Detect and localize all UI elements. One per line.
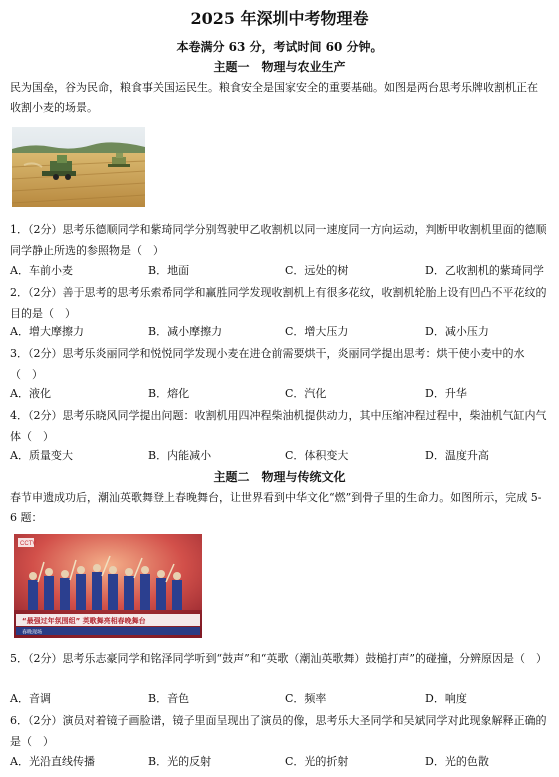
q3-option-c[interactable]: C．汽化 <box>285 387 327 400</box>
question-6-options <box>10 753 550 773</box>
theme-2-intro: 春节申遗成功后，潮汕英歌舞登上春晚舞台，让世界看到中华文化“燃”到骨子里的生命力。如图所示，完成 5-6 题： <box>10 491 542 524</box>
theme-1-heading: 主题一 物理与农业生产 <box>213 60 346 74</box>
q1-option-c[interactable]: C．远处的树 <box>285 264 349 277</box>
q6-option-c[interactable]: C．光的折射 <box>285 755 349 768</box>
q3-option-a[interactable]: A．液化 <box>10 387 51 400</box>
q3-option-b[interactable]: B．熔化 <box>148 387 190 400</box>
q4-option-a[interactable]: A．质量变大 <box>10 449 73 462</box>
question-5-options <box>10 690 550 710</box>
q5-option-b[interactable]: B．音色 <box>148 692 190 705</box>
question-3-stem: 3．（2分）思考乐炎丽同学和悦悦同学发现小麦在进仓前需要烘干，炎丽同学提出思考：烘干使小麦中的水（ ） <box>10 347 525 381</box>
theme-2-heading: 主题二 物理与传统文化 <box>213 470 346 484</box>
q1-option-d[interactable]: D．乙收割机的紫琦同学 <box>425 264 544 277</box>
q2-option-c[interactable]: C．增大压力 <box>285 325 349 338</box>
q3-option-d[interactable]: D．升华 <box>425 387 467 400</box>
photo-caption-2: 春晚现场 <box>22 629 43 636</box>
q2-option-d[interactable]: D．减小压力 <box>425 325 489 338</box>
theme-1-intro: 民为国垒，谷为民命，粮食事关国运民生。粮食安全是国家安全的重要基础。如图是两台思考乐牌收割机正在收割小麦的场景。 <box>10 81 538 114</box>
yingge-dance-photo <box>14 534 202 638</box>
q5-option-a[interactable]: A．音调 <box>10 692 51 705</box>
q4-option-d[interactable]: D．温度升高 <box>425 449 489 462</box>
question-4-options <box>10 447 550 467</box>
q6-option-a[interactable]: A．光沿直线传播 <box>10 755 95 768</box>
q2-option-a[interactable]: A．增大摩擦力 <box>10 325 84 338</box>
question-2-options <box>10 323 550 343</box>
q6-option-d[interactable]: D．光的色散 <box>425 755 489 768</box>
yingge-dance-graphic <box>14 534 202 638</box>
harvester-photo-graphic <box>12 127 145 207</box>
q5-option-d[interactable]: D．响度 <box>425 692 467 705</box>
q1-option-a[interactable]: A．车前小麦 <box>10 264 73 277</box>
q1-option-b[interactable]: B．地面 <box>148 264 190 277</box>
svg-text:CCTV: CCTV <box>20 541 37 547</box>
exam-title: 2025 年深圳中考物理卷 <box>190 9 369 28</box>
exam-subtitle: 本卷满分 63 分，考试时间 60 分钟。 <box>176 40 383 54</box>
q5-option-c[interactable]: C．频率 <box>285 692 327 705</box>
question-3-options <box>10 385 550 405</box>
q4-option-c[interactable]: C．体积变大 <box>285 449 349 462</box>
question-5-stem: 5．（2分）思考乐志豪同学和铭泽同学听到“鼓声”和“英歌（潮汕英歌舞）鼓槌打声”的碰撞，分辨原因是（ ） <box>10 652 547 665</box>
harvester-photo <box>12 127 145 207</box>
q6-option-b[interactable]: B．光的反射 <box>148 755 212 768</box>
q2-option-b[interactable]: B．减小摩擦力 <box>148 325 223 338</box>
question-2-stem: 2．（2分）善于思考的思考乐索希同学和赢胜同学发现收割机上有很多花纹，收割机轮胎上设有凹凸不平花纹的目的是（ ） <box>10 286 547 320</box>
question-1-stem: 1．（2分）思考乐德顺同学和紫琦同学分别驾驶甲乙收割机以同一速度同一方向运动，判断甲收割机里面的德顺同学静止所选的参照物是（ ） <box>10 223 547 257</box>
question-6-stem: 6．（2分）演员对着镜子画脸谱，镜子里面呈现出了演员的像，思考乐大圣同学和吴斌同学对此现象解释正确的是（ ） <box>10 714 547 748</box>
q4-option-b[interactable]: B．内能减小 <box>148 449 212 462</box>
photo-caption-1: “最强过年氛围组” 英歌舞亮相春晚舞台 <box>22 617 146 625</box>
question-4-stem: 4．（2分）思考乐晓风同学提出问题：收割机用四冲程柴油机提供动力，其中压缩冲程过程中，柴油机气缸内气体（ ） <box>10 409 547 443</box>
question-1-options <box>10 262 550 282</box>
